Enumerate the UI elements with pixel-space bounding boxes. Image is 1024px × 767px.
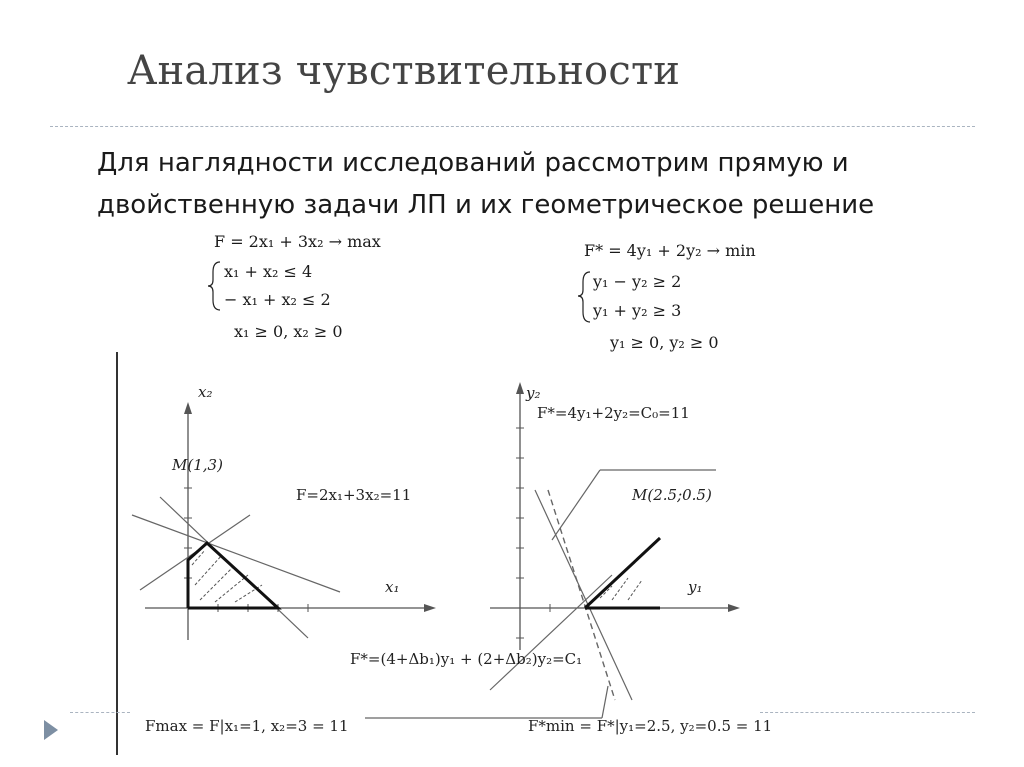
primal-brace <box>208 262 220 310</box>
bottom-leader-diagonal <box>602 686 608 718</box>
leader-line-1 <box>552 470 600 540</box>
primal-ticks <box>184 488 308 612</box>
perturbed-objective-label: F*=(4+Δb₁)y₁ + (2+Δb₂)y₂=C₁ <box>350 650 583 668</box>
dual-ticks <box>516 428 550 638</box>
primal-x-axis-label: x₁ <box>385 578 400 596</box>
dual-constraint-2: y₁ + y₂ ≥ 3 <box>593 301 682 320</box>
dual-graph <box>350 382 772 735</box>
dual-x-axis-label: y₁ <box>688 578 703 596</box>
primal-nonnegativity: x₁ ≥ 0, x₂ ≥ 0 <box>234 322 343 341</box>
dual-constraint-line-1 <box>535 490 632 700</box>
dual-point-label: M(2.5;0.5) <box>632 486 712 504</box>
primal-constraint-2: − x₁ + x₂ ≤ 2 <box>224 290 331 309</box>
primal-x-arrow <box>424 604 436 612</box>
dual-constraint-line-2 <box>490 575 612 690</box>
fmin-label: F*min = F*|y₁=2.5, y₂=0.5 = 11 <box>528 717 773 735</box>
dual-level-label: F*=4y₁+2y₂=C₀=11 <box>537 404 690 422</box>
bottom-divider-right <box>760 712 975 713</box>
bottom-divider-left <box>70 712 130 713</box>
subtitle-line-2: двойственную задачи ЛП и их геометрическое решение <box>97 190 875 220</box>
dual-constraint-1: y₁ − y₂ ≥ 2 <box>593 272 682 291</box>
subtitle-line-1: Для наглядности исследований рассмотрим прямую и <box>97 148 849 178</box>
primal-objective-label: F=2x₁+3x₂=11 <box>296 486 412 504</box>
primal-y-arrow <box>184 402 192 414</box>
primal-hatching <box>192 550 262 602</box>
dual-feasible-boundary-upper <box>585 538 660 608</box>
slide-title: Анализ чувствительности <box>127 48 681 94</box>
primal-graph <box>132 383 436 735</box>
primal-point-label: M(1,3) <box>172 456 223 474</box>
primal-y-axis-label: x₂ <box>198 383 213 401</box>
dual-objective: F* = 4y₁ + 2y₂ → min <box>584 241 756 260</box>
primal-objective: F = 2x₁ + 3x₂ → max <box>214 232 381 251</box>
dual-brace <box>578 272 590 322</box>
perturbed-objective-line <box>548 490 615 700</box>
dual-y-arrow <box>516 382 524 394</box>
slide-nav-arrow-icon[interactable] <box>44 720 58 740</box>
dual-nonnegativity: y₁ ≥ 0, y₂ ≥ 0 <box>610 333 719 352</box>
fmax-label: Fmax = F|x₁=1, x₂=3 = 11 <box>145 717 349 735</box>
dual-x-arrow <box>728 604 740 612</box>
primal-constraint-1: x₁ + x₂ ≤ 4 <box>224 262 313 281</box>
objective-line <box>132 515 340 592</box>
dual-y-axis-label: y₂ <box>526 384 541 402</box>
